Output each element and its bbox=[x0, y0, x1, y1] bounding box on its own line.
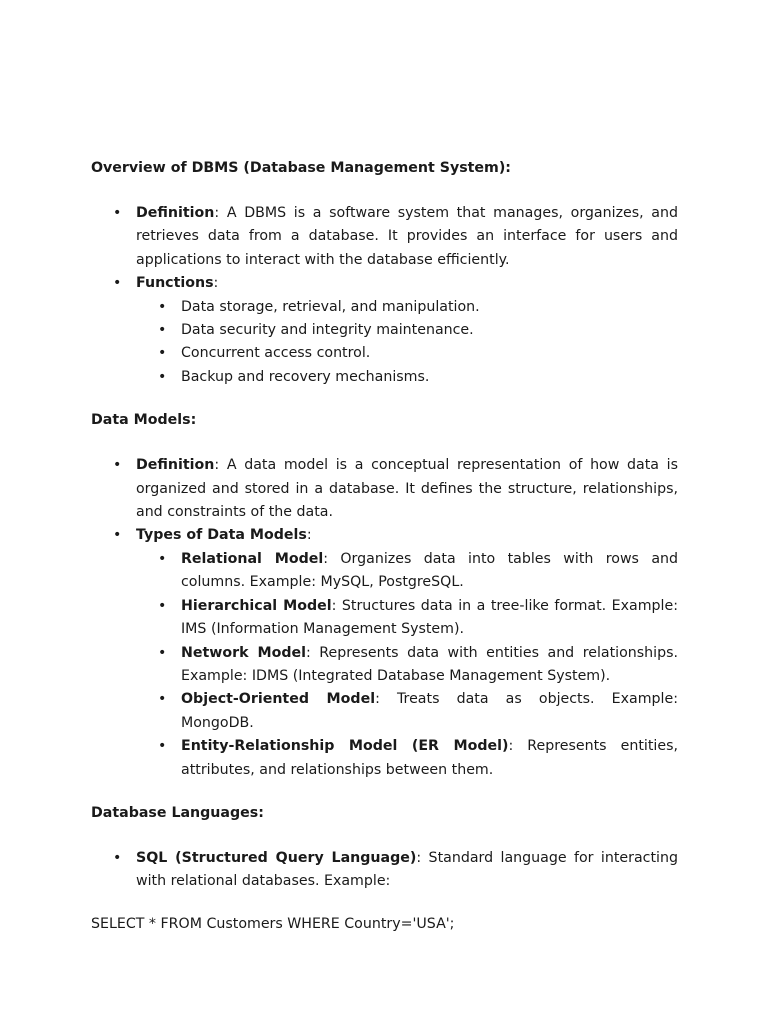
item-term: Definition bbox=[136, 457, 215, 474]
section-data-models bbox=[91, 409, 678, 782]
item-term: Definition bbox=[136, 205, 215, 221]
item-text: : A data model is a conceptual representation of how data is organized and stored in a database. It defines the structure, relationships, and constraints of the data. bbox=[136, 457, 678, 521]
sub-list-item: • Entity-Relationship Model (ER Model): Represents entities, attributes, and relationships between them. bbox=[91, 735, 678, 782]
bullet-list bbox=[91, 454, 678, 782]
sub-bullet-list bbox=[136, 296, 678, 390]
item-text: : bbox=[213, 275, 219, 292]
item-text: : bbox=[306, 527, 312, 544]
list-item bbox=[91, 202, 678, 272]
list-item bbox=[91, 272, 678, 389]
section-heading: Overview of DBMS (Database Management System): bbox=[91, 160, 511, 176]
sub-list-item: • Backup and recovery mechanisms. bbox=[91, 366, 678, 389]
document-page bbox=[91, 157, 678, 950]
list-item bbox=[91, 454, 678, 524]
sql-code-example: SELECT * FROM Customers WHERE Country='USA'; bbox=[91, 915, 455, 932]
item-term: Types of Data Models bbox=[136, 527, 307, 544]
section-database-languages bbox=[91, 802, 678, 894]
section-heading: Data Models: bbox=[91, 412, 197, 429]
sub-list-item: • Object-Oriented Model: Treats data as objects. Example: MongoDB. bbox=[91, 688, 678, 735]
sub-list-item: • Relational Model: Organizes data into tables with rows and columns. Example: MySQL, PostgreSQL. bbox=[91, 548, 678, 595]
sub-list-item: • Network Model: Represents data with entities and relationships. Example: IDMS (Integrated Database Management System). bbox=[91, 642, 678, 689]
section-heading: Database Languages: bbox=[91, 804, 264, 821]
sub-bullet-list bbox=[136, 548, 678, 782]
item-term: Functions bbox=[136, 275, 214, 292]
sub-list-item: • Data security and integrity maintenance. bbox=[91, 319, 678, 342]
bullet-list bbox=[91, 847, 678, 894]
item-text: : Standard language for interacting with relational databases. Example: bbox=[136, 849, 678, 890]
item-term: SQL (Structured Query Language) bbox=[136, 849, 417, 866]
section-dbms-overview bbox=[91, 157, 678, 389]
list-item bbox=[91, 524, 678, 781]
item-text: : A DBMS is a software system that manages, organizes, and retrieves data from a database. It provides an interface for users and applications to interact with the database efficiently. bbox=[136, 205, 678, 268]
sub-list-item: • Concurrent access control. bbox=[91, 342, 678, 365]
list-item bbox=[91, 847, 678, 894]
bullet-list bbox=[91, 202, 678, 389]
sub-list-item: • Data storage, retrieval, and manipulation. bbox=[91, 296, 678, 319]
sub-list-item: • Hierarchical Model: Structures data in a tree-like format. Example: IMS (Information Management System). bbox=[91, 595, 678, 642]
